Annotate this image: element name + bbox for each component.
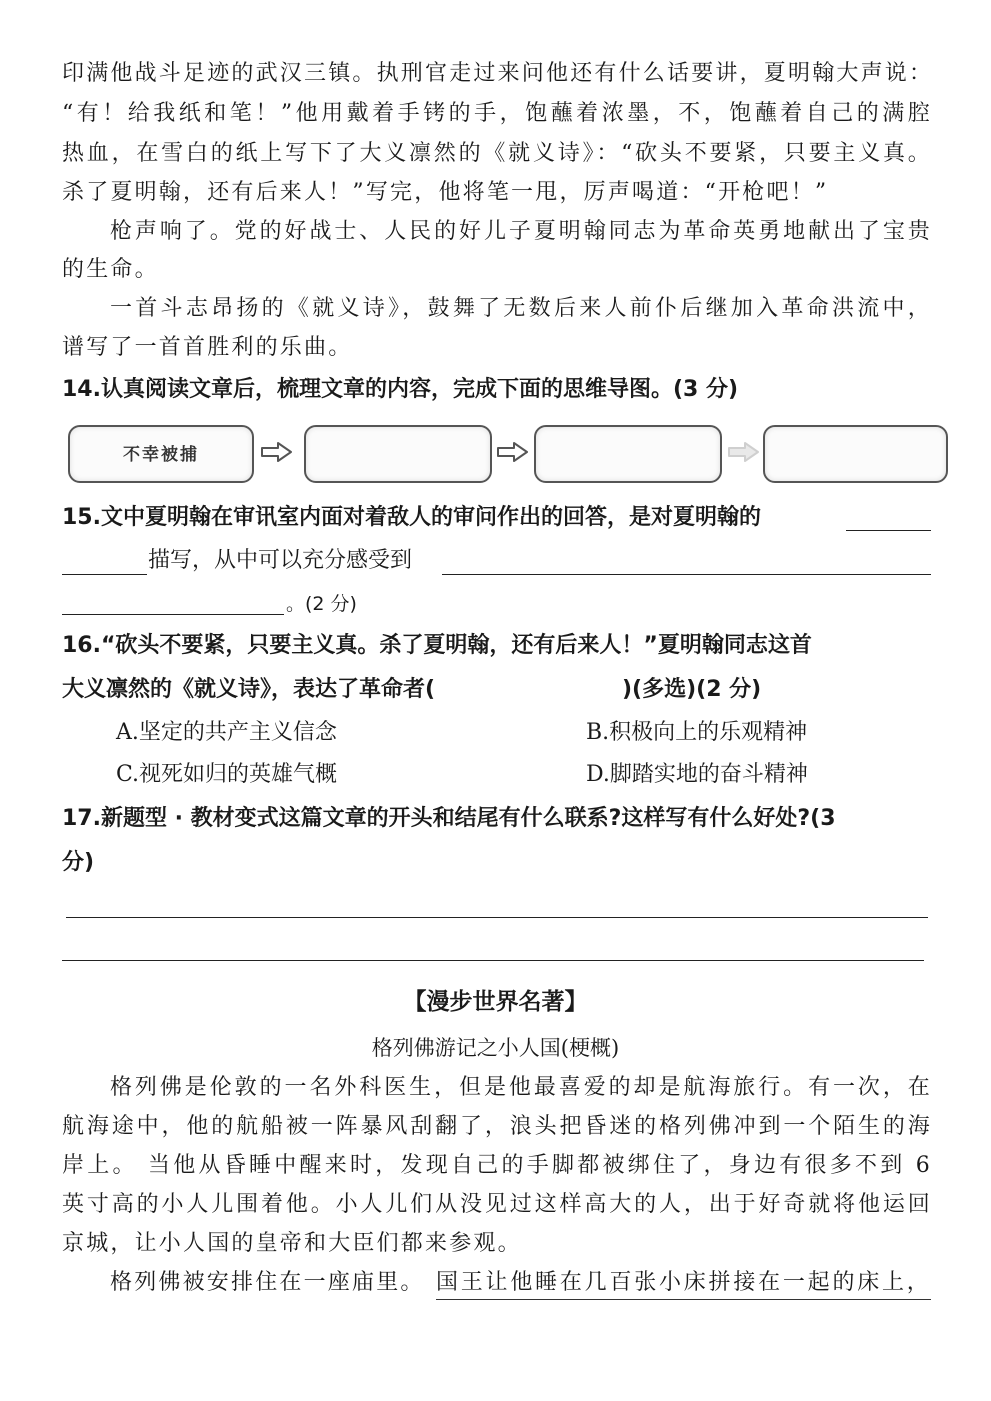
option-b[interactable]: B.积极向上的乐观精神: [586, 720, 808, 745]
mindmap-arrow-3-icon: [727, 440, 761, 464]
mindmap-box-3[interactable]: [534, 425, 722, 483]
section-line-3: 岸上。 当他从昏睡中醒来时，发现自己的手脚都被绑住了，身边有很多不到 6: [62, 1153, 932, 1178]
answer-blank-15d[interactable]: [62, 614, 284, 615]
section-line-1: 格列佛是伦敦的一名外科医生，但是他最喜爱的却是航海旅行。有一次，在: [110, 1075, 932, 1100]
passage-line-3: 热血，在雪白的纸上写下了大义凛然的《就义诗》：“砍头不要紧，只要主义真。: [62, 141, 932, 166]
question-16-line2a: 大义凛然的《就义诗》，表达了革命者(: [62, 677, 436, 702]
section-line-2: 航海途中，他的航船被一阵暴风刮翻了，浪头把昏迷的格列佛冲到一个陌生的海: [62, 1114, 932, 1139]
section-heading: 【漫步世界名著】: [403, 989, 588, 1015]
question-15-part1: 15.文中夏明翰在审讯室内面对着敌人的审问作出的回答，是对夏明翰的: [62, 505, 761, 530]
section-line-6a: 格列佛被安排住在一座庙里。: [110, 1270, 425, 1295]
option-a[interactable]: A.坚定的共产主义信念: [116, 720, 337, 745]
question-16-line1: 16.“砍头不要紧，只要主义真。杀了夏明翰，还有后来人！”夏明翰同志这首: [62, 633, 812, 658]
mindmap-box-4[interactable]: [763, 425, 948, 483]
mindmap-box-2[interactable]: [304, 425, 492, 483]
mindmap-box-1-label: 不幸被捕: [123, 445, 199, 465]
question-14: 14.认真阅读文章后，梳理文章的内容，完成下面的思维导图。(3 分): [62, 377, 739, 402]
question-17-line2: 分): [62, 850, 95, 875]
mindmap-box-1: [68, 425, 254, 483]
mindmap-arrow-1-icon: [260, 440, 294, 464]
passage-line-2: “有！给我纸和笔！”他用戴着手铐的手，饱蘸着浓墨，不，饱蘸着自己的满腔: [62, 101, 932, 126]
passage-line-7: 一首斗志昂扬的《就义诗》，鼓舞了无数后来人前仆后继加入革命洪流中，: [110, 296, 932, 321]
mindmap-arrow-2-icon: [496, 440, 530, 464]
question-15-part3: 。(2 分): [286, 593, 357, 615]
option-c[interactable]: C.视死如归的英雄气概: [116, 762, 338, 787]
option-d[interactable]: D.脚踏实地的奋斗精神: [586, 762, 808, 787]
question-17-line1: 17.新题型 · 教材变式这篇文章的开头和结尾有什么联系?这样写有什么好处?(3: [62, 806, 836, 831]
answer-blank-15b[interactable]: [62, 574, 147, 575]
section-line-6b-underlined: 国王让他睡在几百张小床拼接在一起的床上，: [436, 1265, 931, 1300]
section-subtitle: 格列佛游记之小人国(梗概): [371, 1036, 620, 1060]
passage-line-4: 杀了夏明翰，还有后来人！”写完，他将笔一甩，厉声喝道：“开枪吧！”: [62, 180, 829, 205]
answer-line-17a[interactable]: [66, 917, 928, 918]
answer-line-17b[interactable]: [62, 960, 924, 961]
answer-blank-15c[interactable]: [442, 574, 931, 575]
passage-line-6: 的生命。: [62, 257, 159, 282]
passage-line-5: 枪声响了。党的好战士、人民的好儿子夏明翰同志为革命英勇地献出了宝贵: [110, 219, 932, 244]
question-16-line2b: )(多选)(2 分): [622, 677, 762, 702]
passage-line-8: 谱写了一首首胜利的乐曲。: [62, 335, 353, 360]
passage-line-1: 印满他战斗足迹的武汉三镇。执刑官走过来问他还有什么话要讲，夏明翰大声说：: [62, 61, 934, 86]
answer-blank-15a[interactable]: [846, 530, 931, 531]
question-15-part2: 描写，从中可以充分感受到: [148, 548, 413, 573]
section-line-5: 京城，让小人国的皇帝和大臣们都来参观。: [62, 1231, 522, 1256]
section-line-4: 英寸高的小人儿围着他。小人儿们从没见过这样高大的人，出于好奇就将他运回: [62, 1192, 932, 1217]
